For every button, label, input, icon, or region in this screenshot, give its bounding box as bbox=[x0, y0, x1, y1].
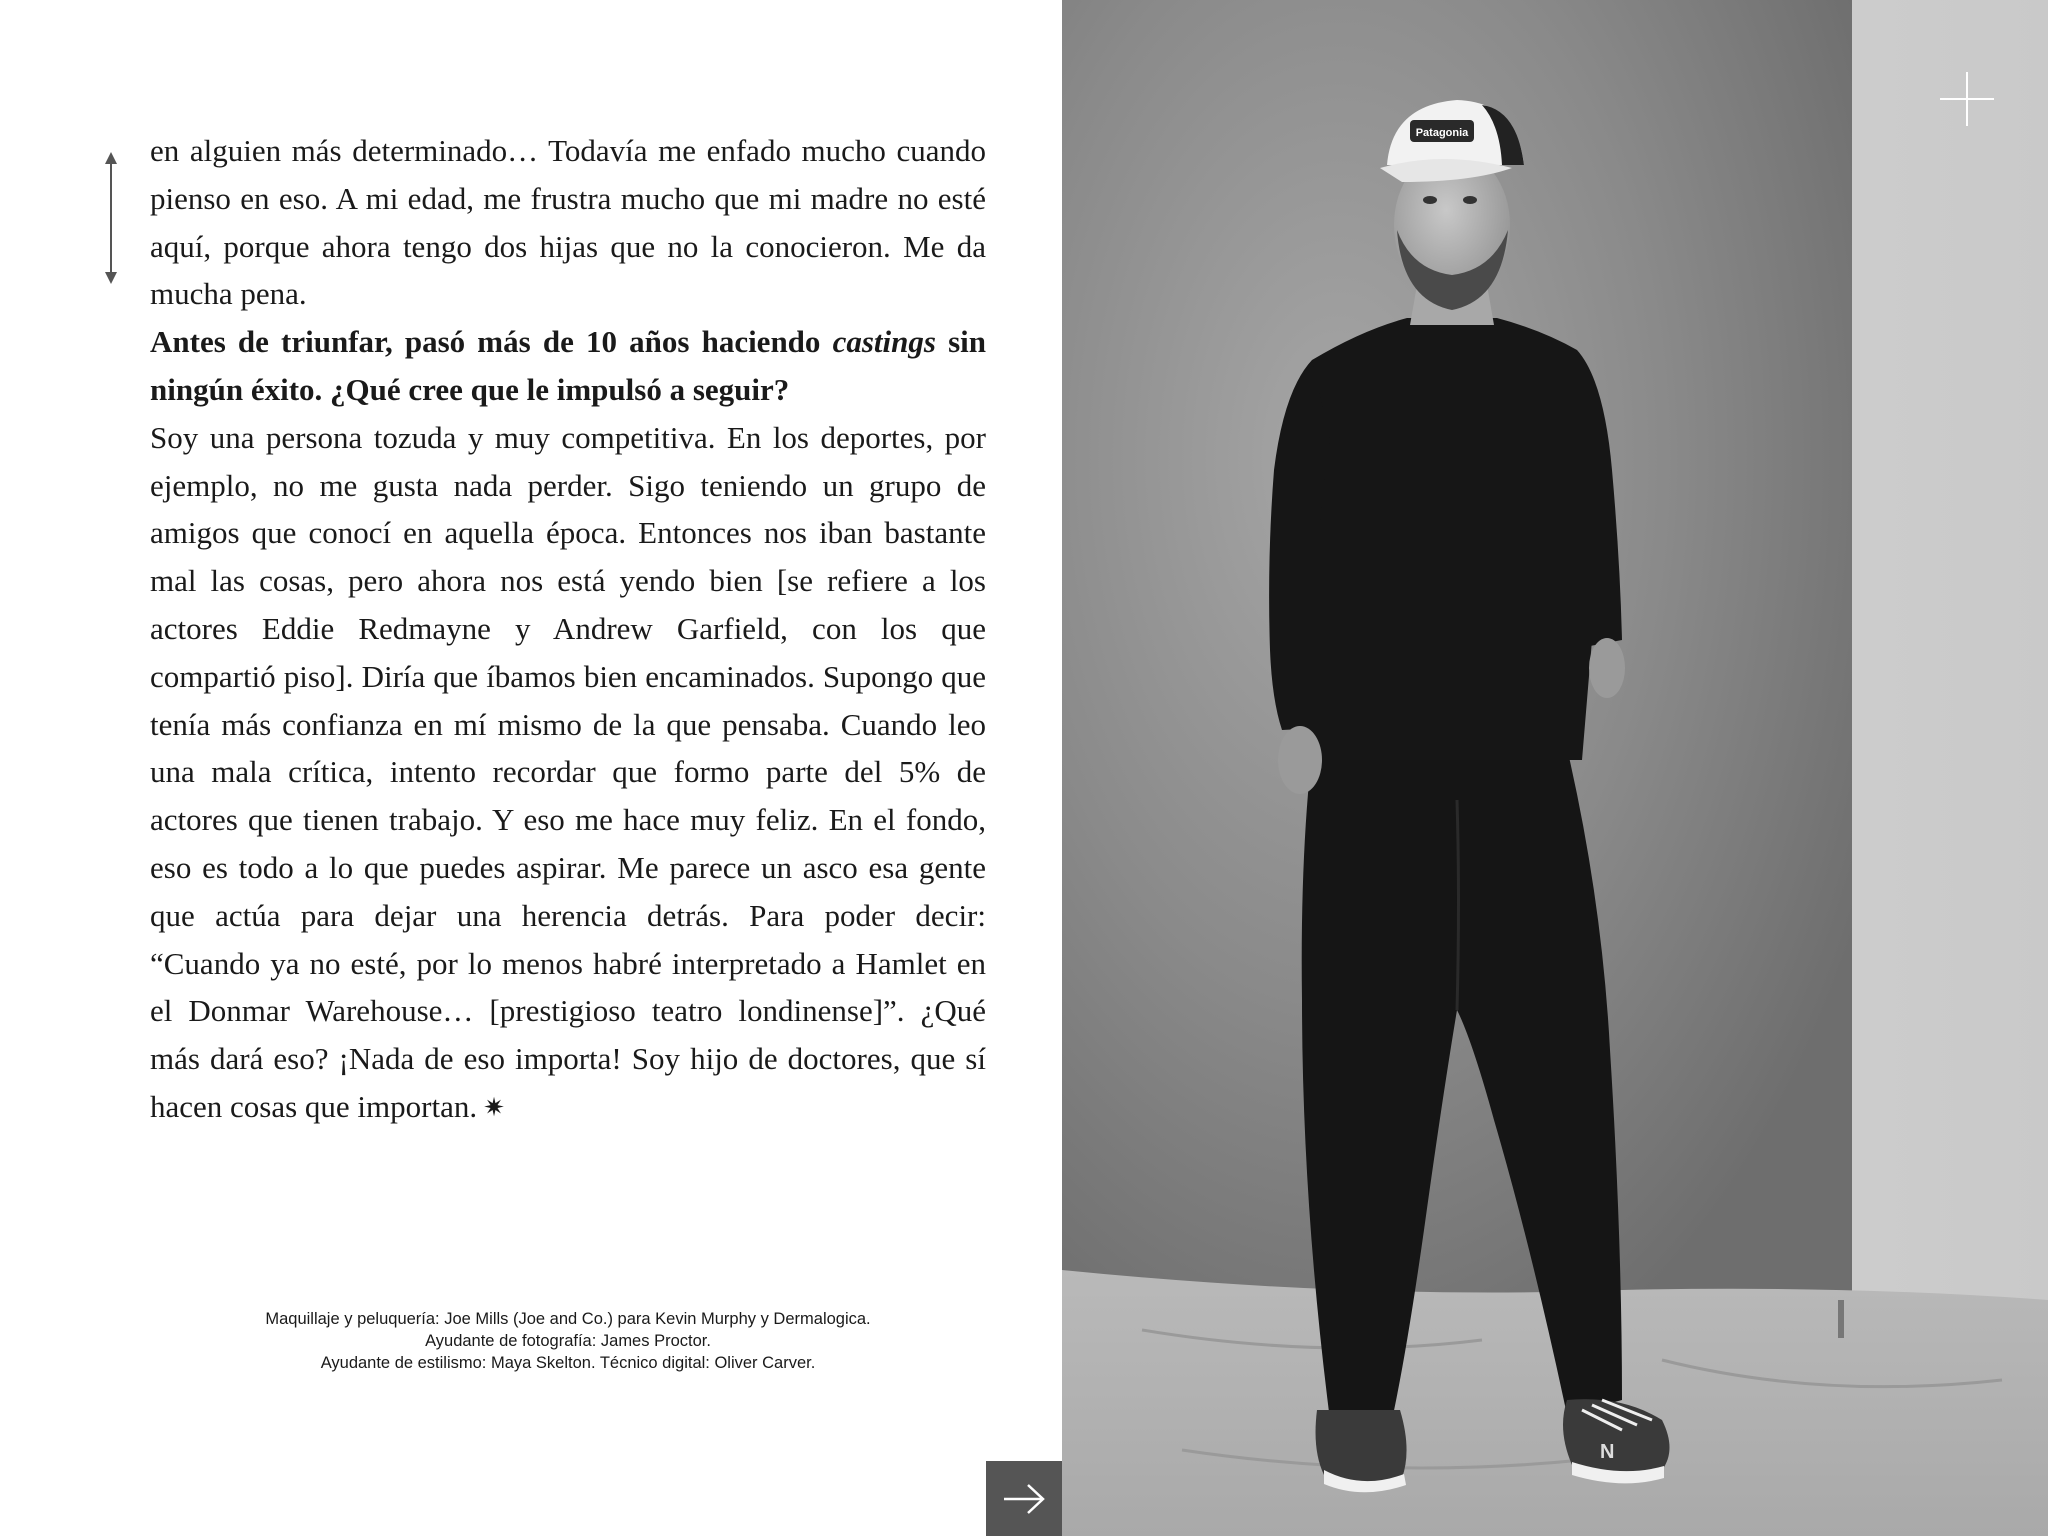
answer-text: Soy una persona tozuda y muy competitiva. En los deportes, por ejemplo, no me gusta nada perder. Sigo teniendo un grupo de amigos que conocí en aquella época. Entonces nos iban bastante mal las cosas, pero ahora nos está yendo bien [se refiere a los actores Eddie Redmayne y Andrew Garfield, con los que compartió piso]. Diría que íbamos bien encaminados. Supongo que tenía más confianza en mí mismo de la que pensaba. Cuando leo una mala crítica, intento recordar que formo parte del 5% de actores que tienen trabajo. Y eso me hace muy feliz. En el fondo, eso es todo a lo que puedes aspirar. Me parece un asco esa gente que actúa para dejar una herencia detrás. Para poder decir: “Cuando ya no esté, por lo menos habré interpretado a Hamlet en el Donmar Warehouse… [prestigioso teatro londinense]”. ¿Qué más dará eso? ¡Nada de eso importa! Soy hijo de doctores, que sí hacen cosas que importan. bbox=[150, 419, 986, 1124]
end-of-article-mark: ✷ bbox=[483, 1092, 505, 1122]
left-sneaker bbox=[1316, 1410, 1407, 1483]
left-hand bbox=[1278, 726, 1322, 794]
double-arrow-vertical-icon bbox=[96, 150, 126, 286]
credits-line: Maquillaje y peluquería: Joe Mills (Joe and Co.) para Kevin Murphy y Dermalogica. bbox=[265, 1310, 871, 1328]
question-text-end: sin ningún éxito. ¿Qué cree que le impulsó a seguir? bbox=[150, 324, 986, 407]
plus-icon bbox=[1938, 70, 1996, 128]
question-italic-term: castings bbox=[832, 324, 936, 360]
interview-question bbox=[150, 318, 986, 414]
portrait-photo bbox=[1062, 0, 2048, 1536]
photo-illustration bbox=[1062, 0, 2048, 1536]
next-page-button[interactable] bbox=[986, 1461, 1062, 1536]
question-text: Antes de triunfar, pasó más de 10 años haciendo bbox=[150, 324, 833, 360]
scroll-indicator[interactable] bbox=[96, 150, 126, 286]
cap-logo-text: Patagonia bbox=[1415, 127, 1469, 139]
arrow-right-icon bbox=[1001, 1482, 1047, 1516]
answer-paragraph bbox=[150, 414, 986, 1132]
article-body bbox=[150, 127, 986, 1132]
credits-line: Ayudante de estilismo: Maya Skelton. Técnico digital: Oliver Carver. bbox=[320, 1354, 816, 1372]
answer-paragraph: en alguien más determinado… Todavía me enfado mucho cuando pienso en eso. A mi edad, me frustra mucho que mi madre no esté aquí, porque ahora tengo dos hijas que no la conocieron. Me da mucha pena. bbox=[150, 133, 986, 312]
expand-button[interactable] bbox=[1938, 70, 1996, 128]
credits-line: Ayudante de fotografía: James Proctor. bbox=[425, 1332, 711, 1350]
right-hand bbox=[1589, 638, 1625, 698]
sneaker-logo-text: N bbox=[1600, 1441, 1615, 1463]
sweater bbox=[1294, 318, 1602, 760]
photo-credits bbox=[150, 1308, 986, 1374]
